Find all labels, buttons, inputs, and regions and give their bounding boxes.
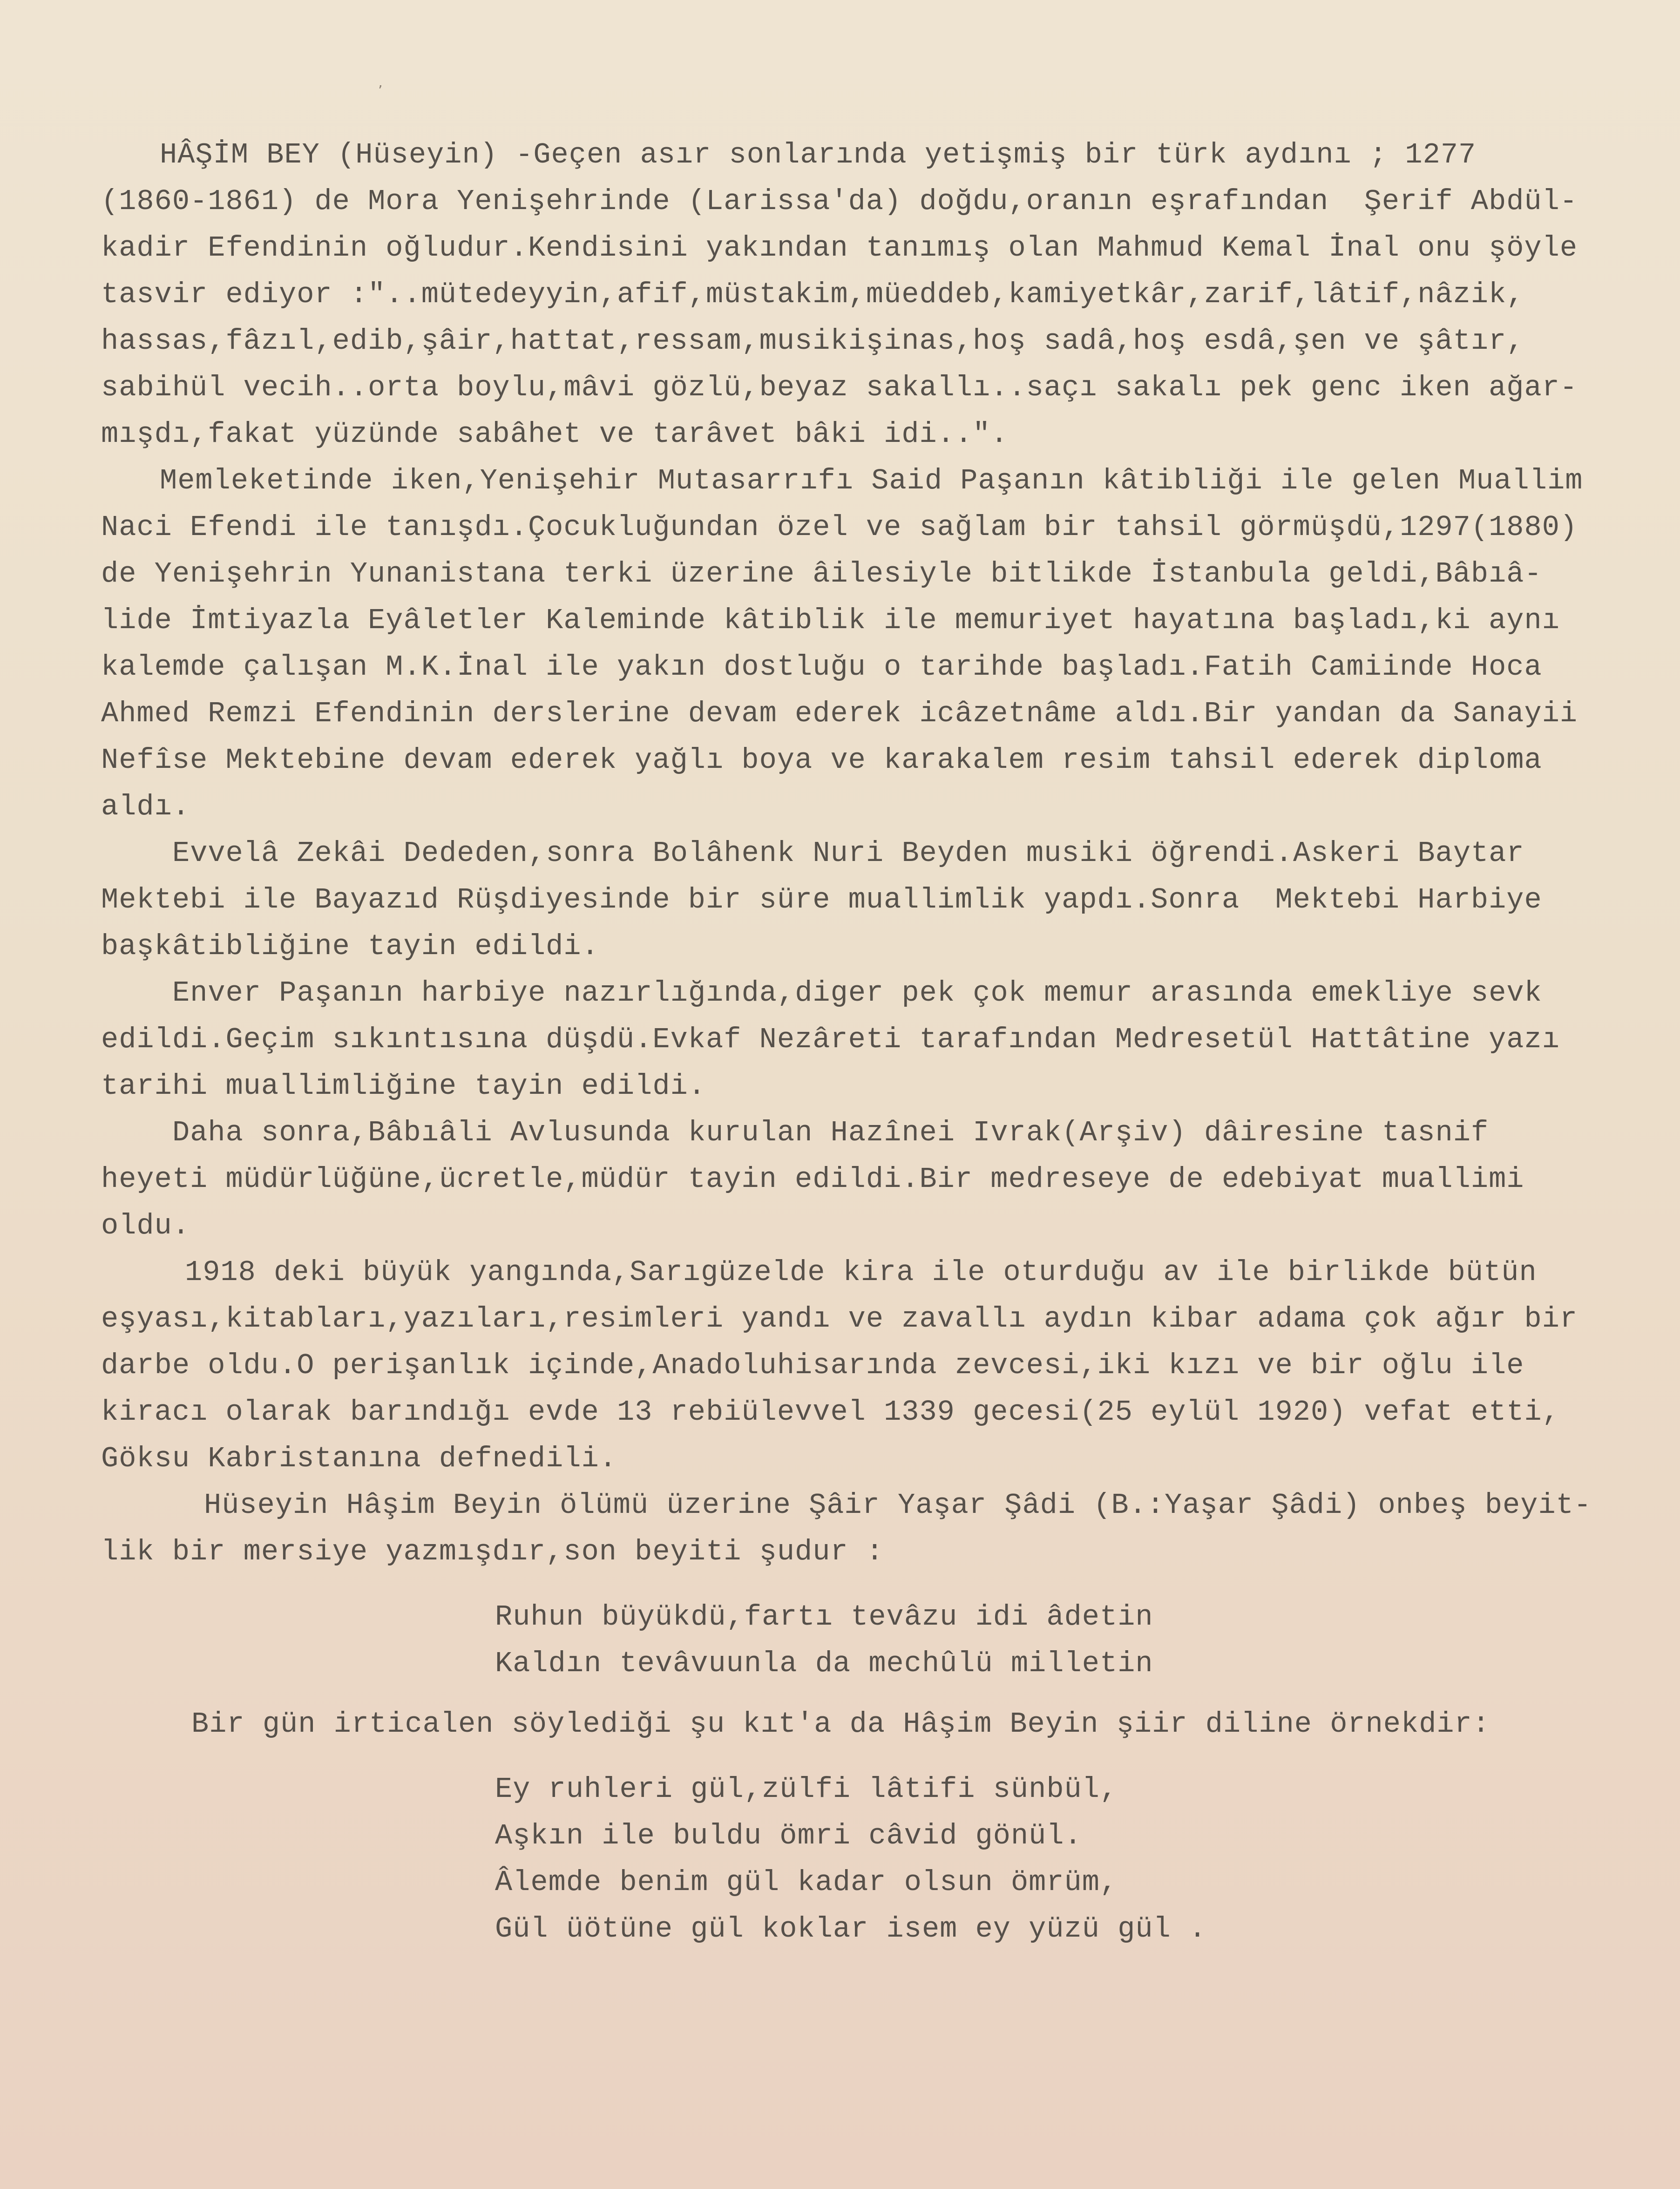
text-line: tasvir ediyor :"..mütedeyyin,afif,müstakim,müeddeb,kamiyetkâr,zarif,lâtif,nâzik, — [101, 278, 1524, 311]
verse-line: Gül üötüne gül koklar isem ey yüzü gül . — [495, 1912, 1207, 1945]
verse-line: Kaldın tevâvuunla da mechûlü milletin — [495, 1647, 1153, 1680]
text-line: lide İmtiyazla Eyâletler Kaleminde kâtiblik ile memuriyet hayatına başladı,ki aynı — [101, 604, 1560, 637]
verse-line: Âlemde benim gül kadar olsun ömrüm, — [495, 1866, 1118, 1899]
paper-speck: ʼ — [378, 83, 383, 99]
text-line: Memleketinde iken,Yenişehir Mutasarrıfı Said Paşanın kâtibliği ile gelen Muallim — [160, 464, 1583, 497]
text-line: Nefîse Mektebine devam ederek yağlı boya ve karakalem resim tahsil ederek diploma — [101, 744, 1542, 777]
text-line: başkâtibliğine tayin edildi. — [101, 930, 599, 963]
text-line: kalemde çalışan M.K.İnal ile yakın dostluğu o tarihde başladı.Fatih Camiinde Hoca — [101, 651, 1542, 684]
text-line: Enver Paşanın harbiye nazırlığında,diger pek çok memur arasında emekliye sevk — [172, 976, 1542, 1010]
text-line: de Yenişehrin Yunanistana terki üzerine âilesiyle bitlikde İstanbula geldi,Bâbıâ- — [101, 557, 1542, 590]
verse-line: Aşkın ile buldu ömri câvid gönül. — [495, 1819, 1082, 1852]
text-line: (1860-1861) de Mora Yenişehrinde (Larissa'da) doğdu,oranın eşrafından Şerif Abdül- — [101, 185, 1578, 218]
text-line: Göksu Kabristanına defnedili. — [101, 1442, 617, 1475]
text-line: Bir gün irticalen söylediği şu kıt'a da Hâşim Beyin şiir diline örnekdir: — [191, 1708, 1490, 1741]
text-line: mışdı,fakat yüzünde sabâhet ve tarâvet bâki idi..". — [101, 418, 1009, 451]
text-line: sabihül vecih..orta boylu,mâvi gözlü,beyaz sakallı..saçı sakalı pek genc iken ağar- — [101, 371, 1578, 404]
text-line: Daha sonra,Bâbıâli Avlusunda kurulan Hazînei Ivrak(Arşiv) dâiresine tasnif — [172, 1116, 1489, 1149]
text-line: Evvelâ Zekâi Dededen,sonra Bolâhenk Nuri Beyden musiki öğrendi.Askeri Baytar — [172, 837, 1524, 870]
text-line: lik bir mersiye yazmışdır,son beyiti şudur : — [101, 1535, 884, 1568]
text-line: edildi.Geçim sıkıntısına düşdü.Evkaf Nezâreti tarafından Medresetül Hattâtine yazı — [101, 1023, 1560, 1056]
text-line: darbe oldu.O perişanlık içinde,Anadoluhisarında zevcesi,iki kızı ve bir oğlu ile — [101, 1349, 1524, 1382]
verse-line: Ey ruhleri gül,zülfi lâtifi sünbül, — [495, 1773, 1118, 1806]
text-line: tarihi muallimliğine tayin edildi. — [101, 1070, 706, 1103]
text-line: Hüseyin Hâşim Beyin ölümü üzerine Şâir Yaşar Şâdi (B.:Yaşar Şâdi) onbeş beyit- — [204, 1489, 1592, 1522]
text-line: Naci Efendi ile tanışdı.Çocukluğundan özel ve sağlam bir tahsil görmüşdü,1297(1880) — [101, 511, 1578, 544]
text-line: kadir Efendinin oğludur.Kendisini yakından tanımış olan Mahmud Kemal İnal onu şöyle — [101, 231, 1578, 264]
text-line: oldu. — [101, 1209, 190, 1242]
verse-line: Ruhun büyükdü,fartı tevâzu idi âdetin — [495, 1600, 1153, 1633]
text-line: Mektebi ile Bayazıd Rüşdiyesinde bir süre muallimlik yapdı.Sonra Mektebi Harbiye — [101, 883, 1542, 916]
text-line: HÂŞİM BEY (Hüseyin) -Geçen asır sonlarında yetişmiş bir türk aydını ; 1277 — [160, 138, 1477, 171]
text-line: kiracı olarak barındığı evde 13 rebiülevvel 1339 gecesi(25 eylül 1920) vefat etti, — [101, 1396, 1560, 1429]
text-line: 1918 deki büyük yangında,Sarıgüzelde kira ile oturduğu av ile birlikde bütün — [185, 1256, 1537, 1289]
text-line: hassas,fâzıl,edib,şâir,hattat,ressam,musikişinas,hoş sadâ,hoş esdâ,şen ve şâtır, — [101, 325, 1524, 358]
text-line: aldı. — [101, 790, 190, 823]
text-line: eşyası,kitabları,yazıları,resimleri yandı ve zavallı aydın kibar adama çok ağır bir — [101, 1302, 1578, 1335]
text-line: heyeti müdürlüğüne,ücretle,müdür tayin edildi.Bir medreseye de edebiyat muallimi — [101, 1163, 1524, 1196]
text-line: Ahmed Remzi Efendinin derslerine devam ederek icâzetnâme aldı.Bir yandan da Sanayii — [101, 697, 1578, 730]
